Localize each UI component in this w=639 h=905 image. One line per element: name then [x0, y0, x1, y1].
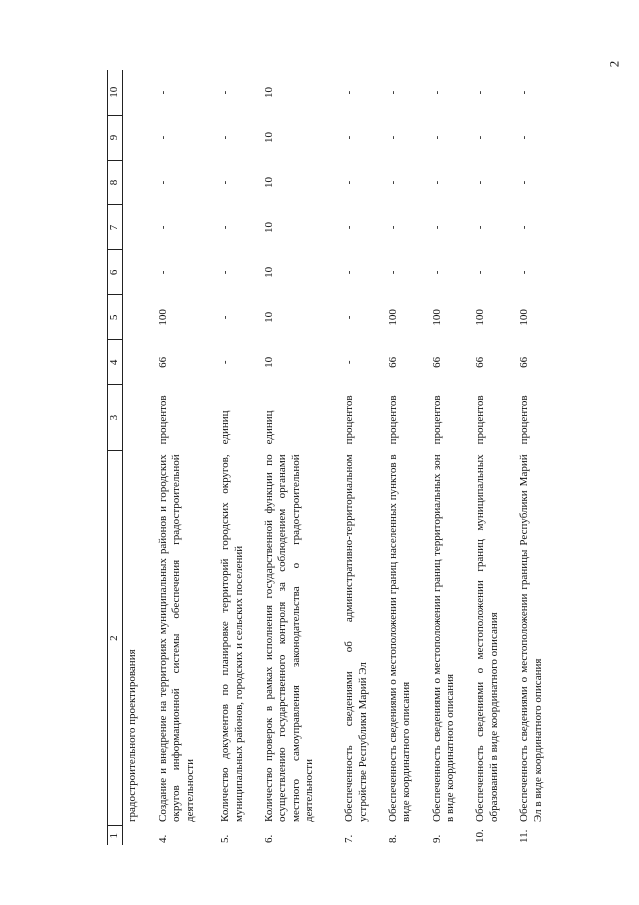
row-index: 8.: [387, 834, 400, 843]
row-value: -: [219, 270, 232, 275]
header-cell-9: 9: [108, 115, 123, 160]
row-value: -: [219, 225, 232, 230]
row-value: 66: [387, 356, 400, 368]
row-description: Обеспеченность сведениями о местоположении границ населенных пунктов в виде координатного описания: [387, 454, 413, 822]
row-value: -: [518, 180, 531, 185]
row-unit: процентов: [474, 395, 487, 445]
header-cell-6: 6: [108, 250, 123, 295]
row-value: -: [219, 180, 232, 185]
row-value: 66: [474, 356, 487, 368]
row-value: -: [430, 135, 443, 140]
row-value: -: [156, 180, 169, 185]
indicators-table: [107, 70, 559, 845]
table-row: [471, 70, 515, 845]
continuation-idx: [123, 826, 154, 845]
row-description: Количество проверок в рамках исполнения государственной функции по осуществлению государственного контроля за соблюдением органами местного самоуправления законодательства о градостроительной деятельности: [262, 454, 316, 822]
page-number: 2: [605, 60, 621, 68]
table-row: [216, 70, 260, 845]
table-row: [340, 70, 384, 845]
row-value: -: [387, 90, 400, 95]
row-value: 10: [262, 311, 275, 323]
row-unit: процентов: [518, 395, 531, 445]
row-value: 100: [474, 309, 487, 326]
header-cell-5: 5: [108, 295, 123, 340]
table-row: [384, 70, 428, 845]
row-description: Обеспеченность сведениями о местоположении границ территориальных зон в виде координатного описания: [430, 454, 457, 822]
indicators-table-container: [107, 70, 559, 845]
row-value: 66: [518, 356, 531, 368]
row-value: -: [474, 225, 487, 230]
row-value: -: [343, 90, 356, 95]
table-row: [154, 70, 216, 845]
row-value: -: [343, 360, 356, 365]
row-unit: процентов: [387, 395, 400, 445]
table-row: [515, 70, 559, 845]
row-value: -: [518, 270, 531, 275]
row-description: Обеспеченность сведениями о местоположении границы Республики Марий Эл в виде координатного описания: [518, 454, 544, 822]
row-value: 10: [262, 221, 275, 233]
row-value: 66: [430, 356, 443, 368]
row-index: 6.: [262, 834, 275, 843]
table-row: [428, 70, 472, 845]
row-unit: процентов: [430, 395, 443, 445]
header-cell-3: 3: [108, 385, 123, 451]
row-index: 9.: [430, 834, 443, 843]
row-value: -: [343, 180, 356, 185]
row-index: 7.: [343, 834, 356, 843]
table-row: [260, 70, 341, 845]
row-description: Обеспеченность сведениями о местоположении границ муниципальных образований в виде координатного описания: [474, 454, 500, 822]
row-value: -: [474, 180, 487, 185]
row-value: -: [219, 135, 232, 140]
row-description: Обеспеченность сведениями об административно-территориальном устройстве Республики Марий Эл: [343, 454, 369, 822]
row-value: -: [430, 270, 443, 275]
row-value: 100: [156, 309, 169, 326]
row-value: -: [387, 270, 400, 275]
row-value: 10: [262, 132, 275, 144]
row-value: -: [343, 225, 356, 230]
row-value: -: [430, 225, 443, 230]
header-row: [108, 70, 123, 845]
row-value: -: [156, 270, 169, 275]
row-value: -: [343, 270, 356, 275]
header-cell-2: 2: [108, 450, 123, 826]
header-cell-10: 10: [108, 70, 123, 115]
row-value: -: [219, 90, 232, 95]
row-value: -: [474, 270, 487, 275]
row-value: 100: [430, 309, 443, 326]
header-cell-1: 1: [108, 826, 123, 845]
row-value: 100: [387, 309, 400, 326]
row-value: -: [387, 180, 400, 185]
continuation-row: [123, 70, 154, 845]
row-unit: процентов: [343, 395, 356, 445]
row-value: 100: [518, 309, 531, 326]
row-value: -: [474, 90, 487, 95]
row-index: 10.: [474, 829, 487, 843]
row-description: Количество документов по планировке территорий городских округов, муниципальных районов, городских и сельских поселений: [219, 454, 245, 822]
row-value: -: [387, 135, 400, 140]
row-value: -: [518, 225, 531, 230]
row-value: 66: [156, 356, 169, 368]
row-value: -: [430, 180, 443, 185]
continuation-text: градостроительного проектирования: [126, 649, 138, 822]
header-cell-4: 4: [108, 340, 123, 385]
header-cell-7: 7: [108, 205, 123, 250]
row-description: Создание и внедрение на территориях муниципальных районов и городских округов информационной системы обеспечения градостроительной деятельности: [156, 454, 196, 822]
row-value: -: [156, 90, 169, 95]
row-value: -: [156, 135, 169, 140]
row-value: -: [343, 135, 356, 140]
row-value: 10: [262, 266, 275, 278]
row-value: 10: [262, 87, 275, 99]
row-unit: процентов: [156, 395, 169, 445]
continuation-empty: [123, 70, 154, 450]
row-value: -: [219, 315, 232, 320]
row-value: 10: [262, 356, 275, 368]
row-value: -: [343, 315, 356, 320]
row-unit: единиц: [262, 410, 275, 445]
row-unit: единиц: [219, 410, 232, 445]
row-value: 10: [262, 177, 275, 188]
row-value: -: [219, 360, 232, 365]
row-index: 5.: [219, 834, 232, 843]
row-value: -: [430, 90, 443, 95]
row-value: -: [518, 90, 531, 95]
row-index: 4.: [156, 834, 169, 843]
row-value: -: [474, 135, 487, 140]
row-value: -: [387, 225, 400, 230]
header-cell-8: 8: [108, 160, 123, 205]
row-value: -: [156, 225, 169, 230]
row-index: 11.: [518, 829, 531, 843]
row-value: -: [518, 135, 531, 140]
